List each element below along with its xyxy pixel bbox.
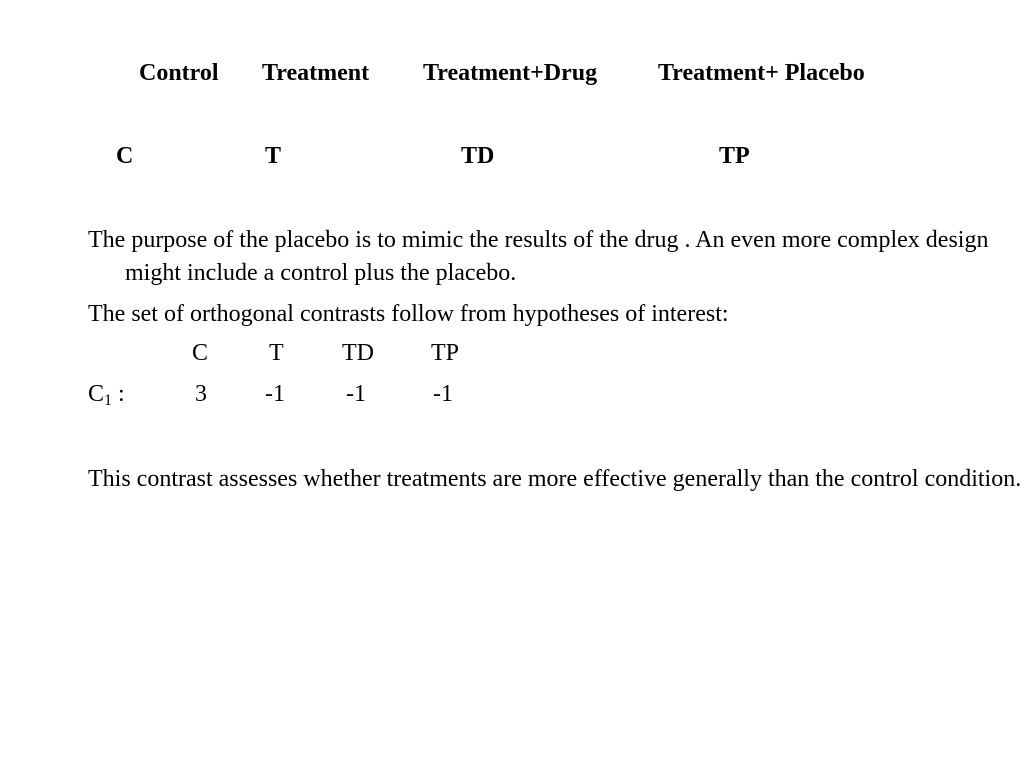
header-label-treatment-placebo: Treatment+ Placebo bbox=[658, 60, 865, 86]
header-abbrev-c: C bbox=[116, 143, 134, 169]
contrast-value-c: 3 bbox=[195, 381, 207, 407]
header-abbrev-tp: TP bbox=[719, 143, 750, 169]
paragraph-placebo-purpose: The purpose of the placebo is to mimic the results of the drug . An even more complex design might include a control plus the placebo. bbox=[88, 227, 989, 286]
contrast-value-tp: -1 bbox=[433, 381, 453, 407]
contrast-col-tp: TP bbox=[431, 340, 460, 366]
paragraph-contrast-assessment: This contrast assesses whether treatments are more effective generally than the control condition. bbox=[88, 466, 1022, 492]
header-label-treatment-drug: Treatment+Drug bbox=[423, 60, 598, 86]
paragraph-orthogonal-contrasts: The set of orthogonal contrasts follow from hypotheses of interest: bbox=[88, 301, 729, 327]
header-abbrev-td: TD bbox=[461, 143, 495, 169]
contrast-row-label-colon: : bbox=[118, 381, 125, 407]
contrast-col-c: C bbox=[192, 340, 209, 366]
contrast-col-t: T bbox=[269, 340, 284, 366]
contrast-row-label-subscript: 1 bbox=[104, 392, 113, 409]
header-label-control: Control bbox=[139, 60, 219, 86]
contrast-value-td: -1 bbox=[346, 381, 366, 407]
header-abbrev-t: T bbox=[265, 143, 282, 169]
contrast-col-td: TD bbox=[342, 340, 374, 366]
contrast-row-label-main: C bbox=[88, 381, 105, 407]
contrast-row-label bbox=[88, 381, 125, 410]
contrast-value-t: -1 bbox=[265, 381, 285, 407]
header-label-treatment: Treatment bbox=[262, 60, 370, 86]
